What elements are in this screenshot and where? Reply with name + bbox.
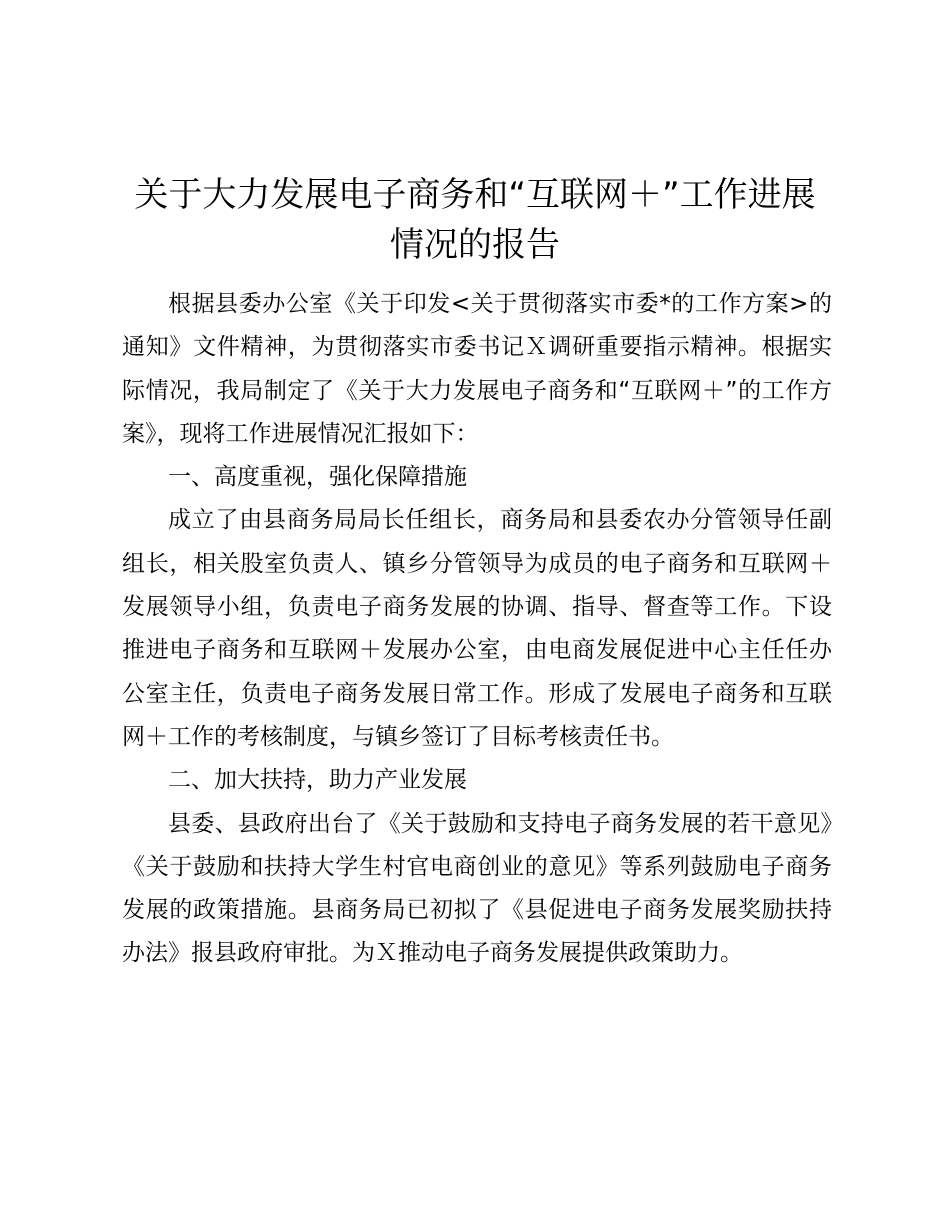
title-line-1: 关于大力发展电子商务和“互联网＋”工作进展 — [134, 175, 816, 215]
intro-paragraph: 根据县委办公室《关于印发<关于贯彻落实市委*的工作方案>的通知》文件精神，为贯彻落实市委书记Ｘ调研重要指示精神。根据实际情况，我局制定了《关于大力发展电子商务和“互联网＋”的工作方案》，现将工作进展情况汇报如下： — [122, 291, 832, 447]
document-title — [100, 170, 850, 270]
section-2-paragraph: 县委、县政府出台了《关于鼓励和支持电子商务发展的若干意见》《关于鼓励和扶持大学生村官电商创业的意见》等系列鼓励电子商务发展的政策措施。县商务局已初拟了《县促进电子商务发展奖励扶持办法》报县政府审批。为Ｘ推动电子商务发展提供政策助力。 — [122, 810, 832, 967]
section-1-paragraph: 成立了由县商务局局长任组长，商务局和县委农办分管领导任副组长，相关股室负责人、镇乡分管领导为成员的电子商务和互联网＋发展领导小组，负责电子商务发展的协调、指导、督查等工作。下设推进电子商务和互联网＋发展办公室，由电商发展促进中心主任任办公室主任，负责电子商务发展日常工作。形成了发展电子商务和互联网＋工作的考核制度，与镇乡签订了目标考核责任书。 — [122, 507, 832, 750]
document-body — [122, 283, 832, 976]
section-heading-1: 一、高度重视，强化保障措施 — [168, 464, 467, 491]
title-line-2: 情况的报告 — [390, 225, 560, 265]
section-heading-2: 二、加大扶持，助力产业发展 — [168, 767, 467, 794]
